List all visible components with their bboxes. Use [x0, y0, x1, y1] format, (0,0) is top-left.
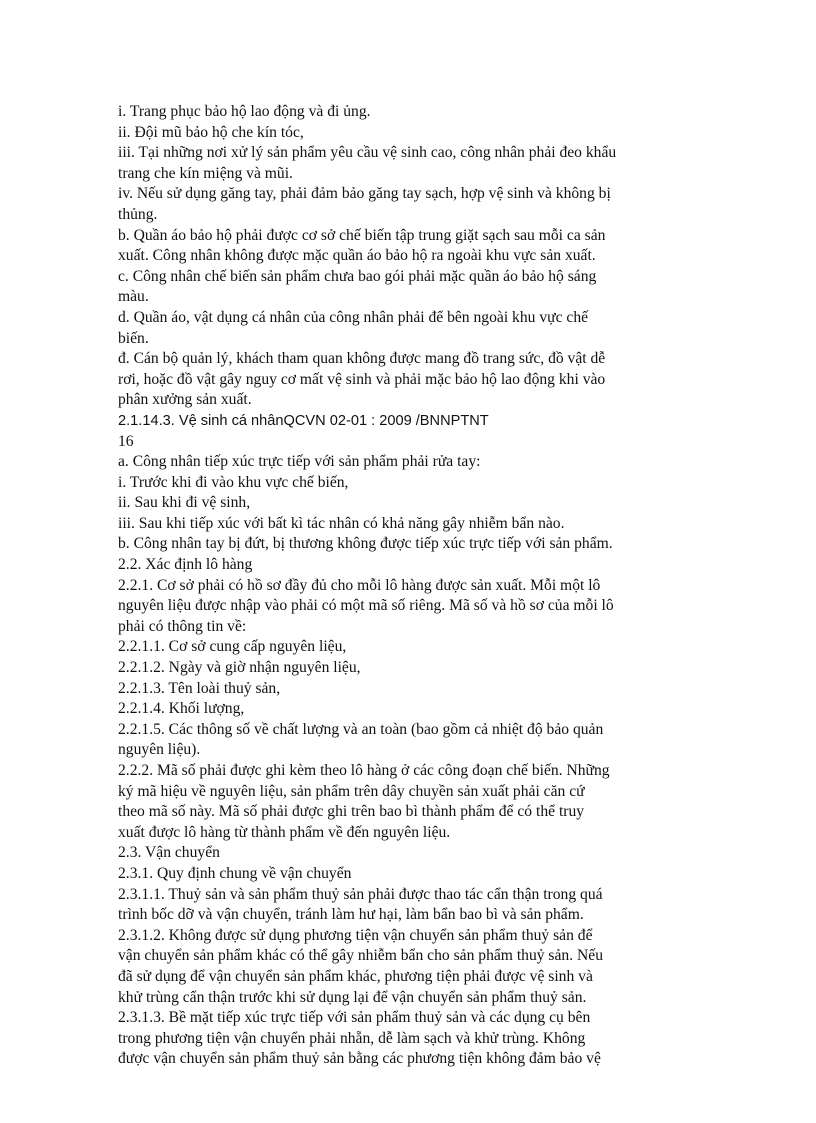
text-line: đ. Cán bộ quản lý, khách tham quan không được mang đồ trang sức, đồ vật dễ: [118, 350, 606, 368]
text-line: phân xưởng sản xuất.: [118, 391, 252, 409]
text-line: 2.3.1.3. Bề mặt tiếp xúc trực tiếp với sản phẩm thuỷ sản và các dụng cụ bên: [118, 1009, 591, 1027]
text-line: được vận chuyển sản phẩm thuỷ sản bằng các phương tiện không đảm bảo vệ: [118, 1050, 601, 1068]
text-line: khử trùng cẩn thận trước khi sử dụng lại để vận chuyển sản phẩm thuỷ sản.: [118, 988, 587, 1006]
text-line: 2.2. Xác định lô hàng: [118, 556, 253, 574]
text-line: nguyên liệu được nhập vào phải có một mã số riêng. Mã số và hồ sơ của mỗi lô: [118, 597, 614, 615]
text-line: 2.2.2. Mã số phải được ghi kèm theo lô hàng ở các công đoạn chế biến. Những: [118, 762, 610, 779]
text-line: 2.3.1.1. Thuỷ sản và sản phẩm thuỷ sản phải được thao tác cẩn thận trong quá: [118, 885, 603, 903]
text-line: xuất được lô hàng từ thành phẩm về đến nguyên liệu.: [118, 823, 451, 841]
text-line: rơi, hoặc đồ vật gây nguy cơ mất vệ sinh và phải mặc bảo hộ lao động khi vào: [118, 370, 606, 388]
text-line: i. Trước khi đi vào khu vực chế biến,: [118, 473, 349, 491]
text-line: d. Quần áo, vật dụng cá nhân của công nhân phải để bên ngoài khu vực chế: [118, 308, 589, 326]
text-line: ii. Đội mũ bảo hộ che kín tóc,: [118, 123, 304, 141]
text-line: vận chuyển sản phẩm khác có thể gây nhiễm bẩn cho sản phẩm thuỷ sản. Nếu: [118, 947, 603, 965]
text-line: theo mã số này. Mã số phải được ghi trên bao bì thành phẩm để có thể truy: [118, 803, 585, 821]
text-line: phải có thông tin về:: [118, 617, 247, 635]
text-line: 2.2.1.3. Tên loài thuỷ sản,: [118, 679, 281, 697]
text-line: i. Trang phục bảo hộ lao động và đi ủng.: [118, 103, 371, 120]
text-line: trong phương tiện vận chuyển phải nhẵn, dễ làm sạch và khử trùng. Không: [118, 1029, 586, 1047]
text-line: ii. Sau khi đi vệ sinh,: [118, 494, 251, 512]
page-number-line: 16: [118, 432, 134, 450]
text-line: 2.3.1. Quy định chung về vận chuyển: [118, 864, 352, 882]
text-line: b. Công nhân tay bị đứt, bị thương không được tiếp xúc trực tiếp với sản phẩm.: [118, 535, 613, 553]
text-line: iii. Sau khi tiếp xúc với bất kì tác nhân có khả năng gây nhiễm bẩn nào.: [118, 514, 565, 532]
text-line: 2.3.1.2. Không được sử dụng phương tiện vận chuyển sản phẩm thuỷ sản để: [118, 926, 593, 944]
text-line: ký mã hiệu về nguyên liệu, sản phẩm trên dây chuyền sản xuất phải căn cứ: [118, 782, 585, 800]
text-line: c. Công nhân chế biến sản phẩm chưa bao gói phải mặc quần áo bảo hộ sáng: [118, 267, 597, 285]
text-line: 2.2.1.4. Khối lượng,: [118, 700, 245, 718]
text-line: iv. Nếu sử dụng găng tay, phải đảm bảo găng tay sạch, hợp vệ sinh và không bị: [118, 185, 611, 203]
text-line: a. Công nhân tiếp xúc trực tiếp với sản phẩm phải rửa tay:: [118, 453, 481, 471]
text-line: trình bốc dỡ và vận chuyển, tránh làm hư hại, làm bẩn bao bì và sản phẩm.: [118, 906, 584, 924]
text-line: thủng.: [118, 205, 158, 223]
text-line: 2.2.1.1. Cơ sở cung cấp nguyên liệu,: [118, 638, 347, 656]
text-line: đã sử dụng để vận chuyển sản phẩm khác, phương tiện phải được vệ sinh và: [118, 967, 593, 985]
text-line: 2.2.1.5. Các thông số về chất lượng và an toàn (bao gồm cả nhiệt độ bảo quản: [118, 720, 604, 738]
text-line: nguyên liệu).: [118, 741, 201, 759]
text-line: 2.2.1.2. Ngày và giờ nhận nguyên liệu,: [118, 659, 361, 677]
text-line: 2.2.1. Cơ sở phải có hồ sơ đầy đủ cho mỗi lô hàng được sản xuất. Mỗi một lô: [118, 576, 601, 594]
document-body: [118, 102, 698, 1070]
text-line: trang che kín miệng và mũi.: [118, 164, 293, 182]
section-heading-line: 2.1.14.3. Vệ sinh cá nhânQCVN 02-01 : 2009 /BNNPTNT: [118, 412, 489, 429]
text-line: iii. Tại những nơi xử lý sản phẩm yêu cầu vệ sinh cao, công nhân phải đeo khẩu: [118, 144, 617, 162]
text-line: b. Quần áo bảo hộ phải được cơ sở chế biến tập trung giặt sạch sau mỗi ca sản: [118, 226, 606, 244]
text-line: màu.: [118, 288, 149, 306]
text-line: xuất. Công nhân không được mặc quần áo bảo hộ ra ngoài khu vực sản xuất.: [118, 247, 596, 265]
text-line: biến.: [118, 329, 149, 347]
text-line: 2.3. Vận chuyển: [118, 844, 220, 862]
